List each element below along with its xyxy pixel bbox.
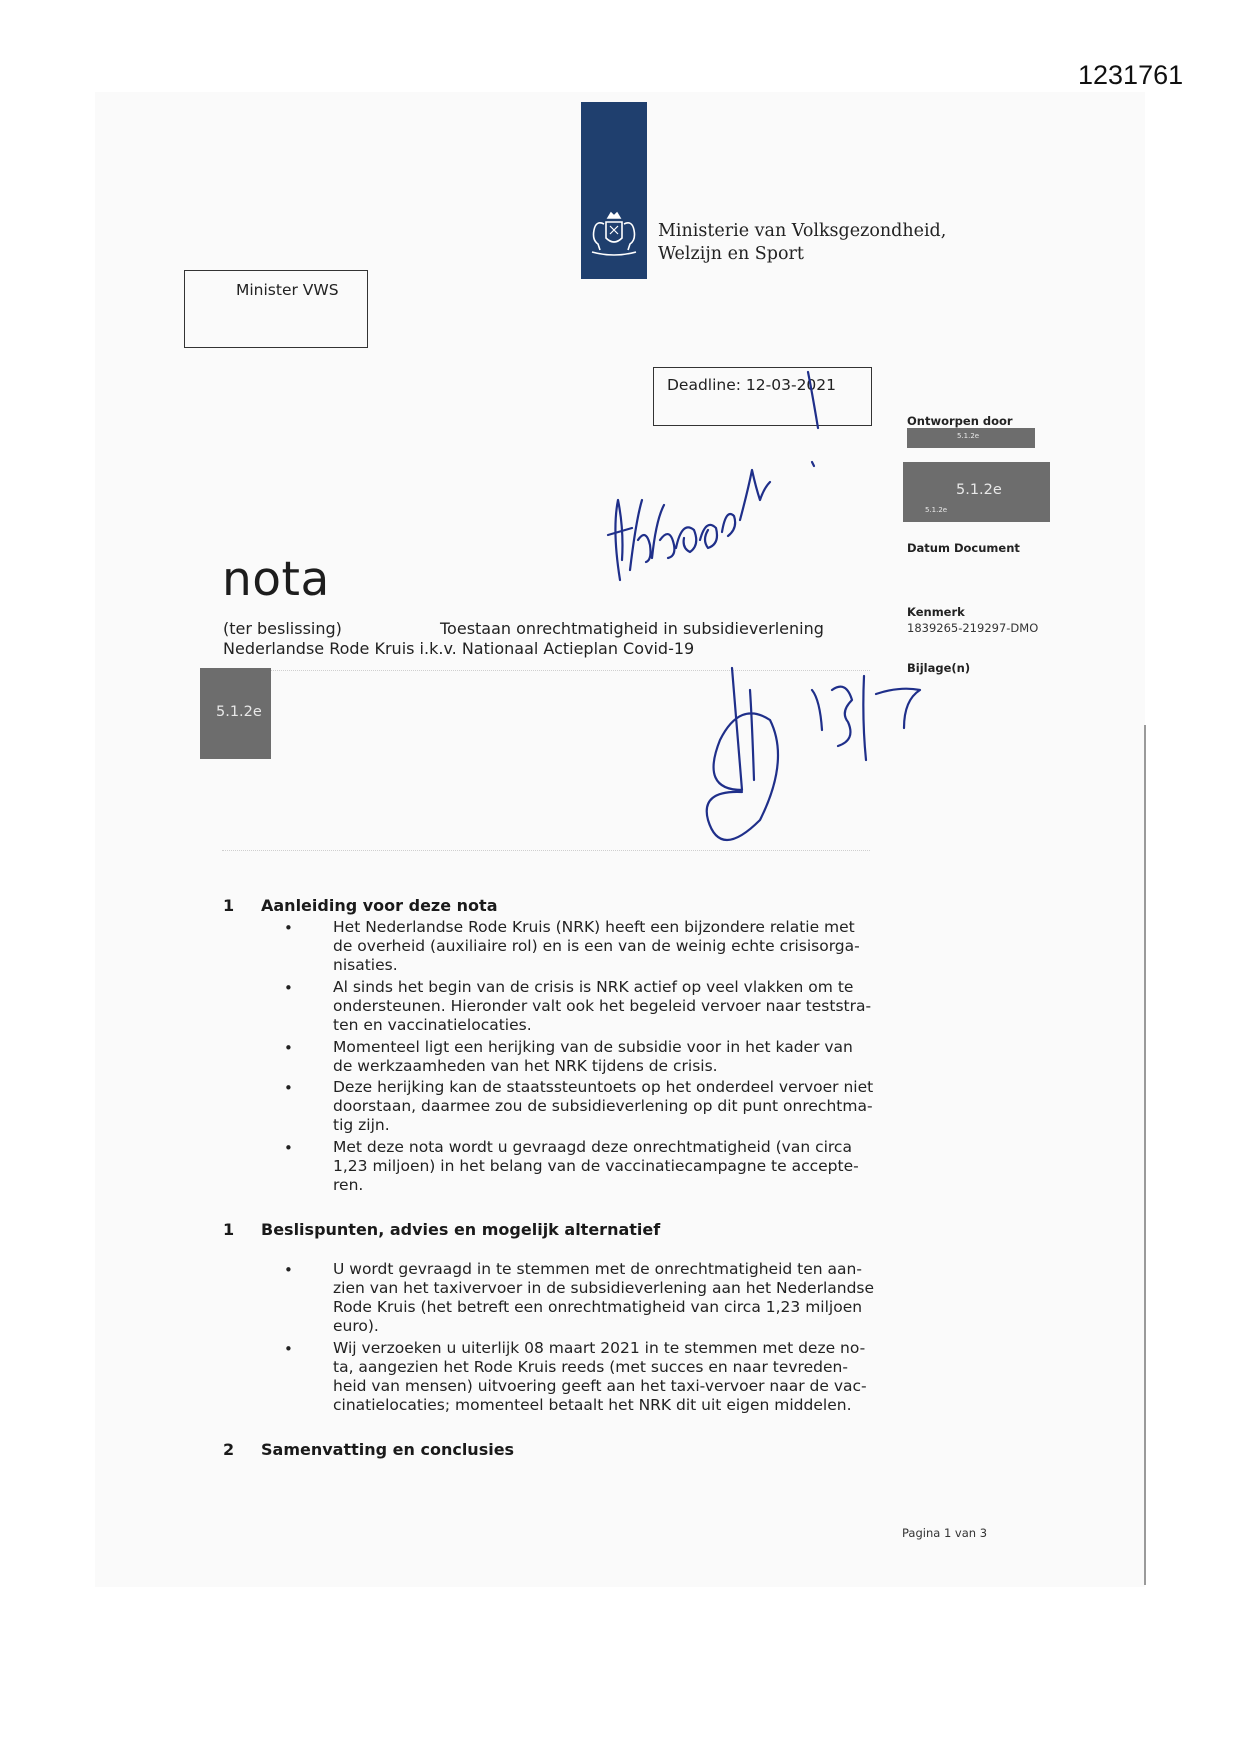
redaction-label: 5.1.2e (956, 482, 1002, 498)
bullet-line: doorstaan, daarmee zou de subsidieverlening op dit punt onrechtma- (333, 1097, 873, 1115)
redaction-block-left (200, 668, 271, 759)
kenmerk-label: Kenmerk (907, 605, 965, 619)
addressee-box (184, 270, 368, 348)
deadline: Deadline: 12-03-2021 (667, 376, 837, 394)
bullet-line: euro). (333, 1317, 379, 1335)
bullet-marker: • (284, 919, 293, 937)
coat-of-arms-icon (586, 210, 642, 260)
bijlage-label: Bijlage(n) (907, 661, 971, 675)
document-number: 1231761 (1078, 60, 1184, 90)
divider-top (222, 670, 870, 671)
bullet-marker: • (284, 1340, 293, 1358)
ministry-name-line2: Welzijn en Sport (658, 244, 804, 264)
redaction-label: 5.1.2e (957, 432, 980, 440)
addressee: Minister VWS (236, 281, 339, 299)
bullet-line: U wordt gevraagd in te stemmen met de onrechtmatigheid ten aan- (333, 1260, 862, 1278)
subject-line2: Nederlandse Rode Kruis i.k.v. Nationaal Actieplan Covid-19 (223, 639, 695, 658)
page-number: Pagina 1 van 3 (902, 1526, 988, 1540)
document-title: nota (222, 552, 330, 607)
ministry-name-line1: Ministerie van Volksgezondheid, (658, 221, 947, 241)
bullet-line: ondersteunen. Hieronder valt ook het begeleid vervoer naar teststra- (333, 997, 872, 1015)
bullet-line: Het Nederlandse Rode Kruis (NRK) heeft een bijzondere relatie met (333, 918, 855, 936)
bullet-line: zien van het taxivervoer in de subsidieverlening aan het Nederlandse (333, 1279, 875, 1297)
redaction-block-sidebar (903, 462, 1050, 522)
bullet-marker: • (284, 1261, 293, 1279)
bullet-line: Wij verzoeken u uiterlijk 08 maart 2021 in te stemmen met deze no- (333, 1339, 866, 1357)
section-number: 2 (223, 1440, 235, 1459)
datum-document-label: Datum Document (907, 541, 1020, 555)
ministry-name (658, 220, 958, 266)
bullet-line: tig zijn. (333, 1116, 390, 1134)
redaction-label: 5.1.2e (216, 704, 262, 720)
bullet-line: Momenteel ligt een herijking van de subsidie voor in het kader van (333, 1038, 853, 1056)
section-title: Samenvatting en conclusies (261, 1440, 515, 1459)
bullet-line: de werkzaamheden van het NRK tijdens de crisis. (333, 1057, 718, 1075)
section-number: 1 (223, 896, 235, 915)
bullet-line: Rode Kruis (het betreft een onrechtmatigheid van circa 1,23 miljoen (333, 1298, 863, 1316)
kenmerk-value: 1839265-219297-DMO (907, 621, 1039, 635)
bullet-line: Deze herijking kan de staatssteuntoets op het onderdeel vervoer niet (333, 1078, 874, 1096)
bullet-line: 1,23 miljoen) in het belang van de vaccinatiecampagne te accepte- (333, 1157, 859, 1175)
ministry-logo (581, 102, 647, 279)
bullet-line: Met deze nota wordt u gevraagd deze onrechtmatigheid (van circa (333, 1138, 852, 1156)
page-edge-line (1144, 725, 1146, 1585)
bullet-line: nisaties. (333, 956, 398, 974)
bullet-marker: • (284, 1079, 293, 1097)
subject-line1: Toestaan onrechtmatigheid in subsidieverlening (440, 619, 824, 638)
subject-type: (ter beslissing) (223, 619, 342, 638)
bullet-line: de overheid (auxiliaire rol) en is een van de weinig echte crisisorga- (333, 937, 860, 955)
bullet-line: ten en vaccinatielocaties. (333, 1016, 532, 1034)
bullet-line: ta, aangezien het Rode Kruis reeds (met succes en naar tevreden- (333, 1358, 848, 1376)
section-title: Beslispunten, advies en mogelijk alternatief (261, 1220, 661, 1239)
redaction-label-small: 5.1.2e (925, 506, 948, 514)
bullet-line: ren. (333, 1176, 364, 1194)
divider-bottom (222, 850, 870, 851)
bullet-line: heid van mensen) uitvoering geeft aan het taxi-vervoer naar de vac- (333, 1377, 867, 1395)
bullet-marker: • (284, 979, 293, 997)
ontworpen-door-label: Ontworpen door (907, 414, 1013, 428)
deadline-box (653, 367, 872, 426)
redaction-ontworpen-door (907, 428, 1035, 448)
bullet-line: cinatielocaties; momenteel betaalt het NRK dit uit eigen middelen. (333, 1396, 852, 1414)
section-title: Aanleiding voor deze nota (261, 896, 498, 915)
section-number: 1 (223, 1220, 235, 1239)
bullet-marker: • (284, 1139, 293, 1157)
bullet-line: Al sinds het begin van de crisis is NRK actief op veel vlakken om te (333, 978, 854, 996)
bullet-marker: • (284, 1039, 293, 1057)
